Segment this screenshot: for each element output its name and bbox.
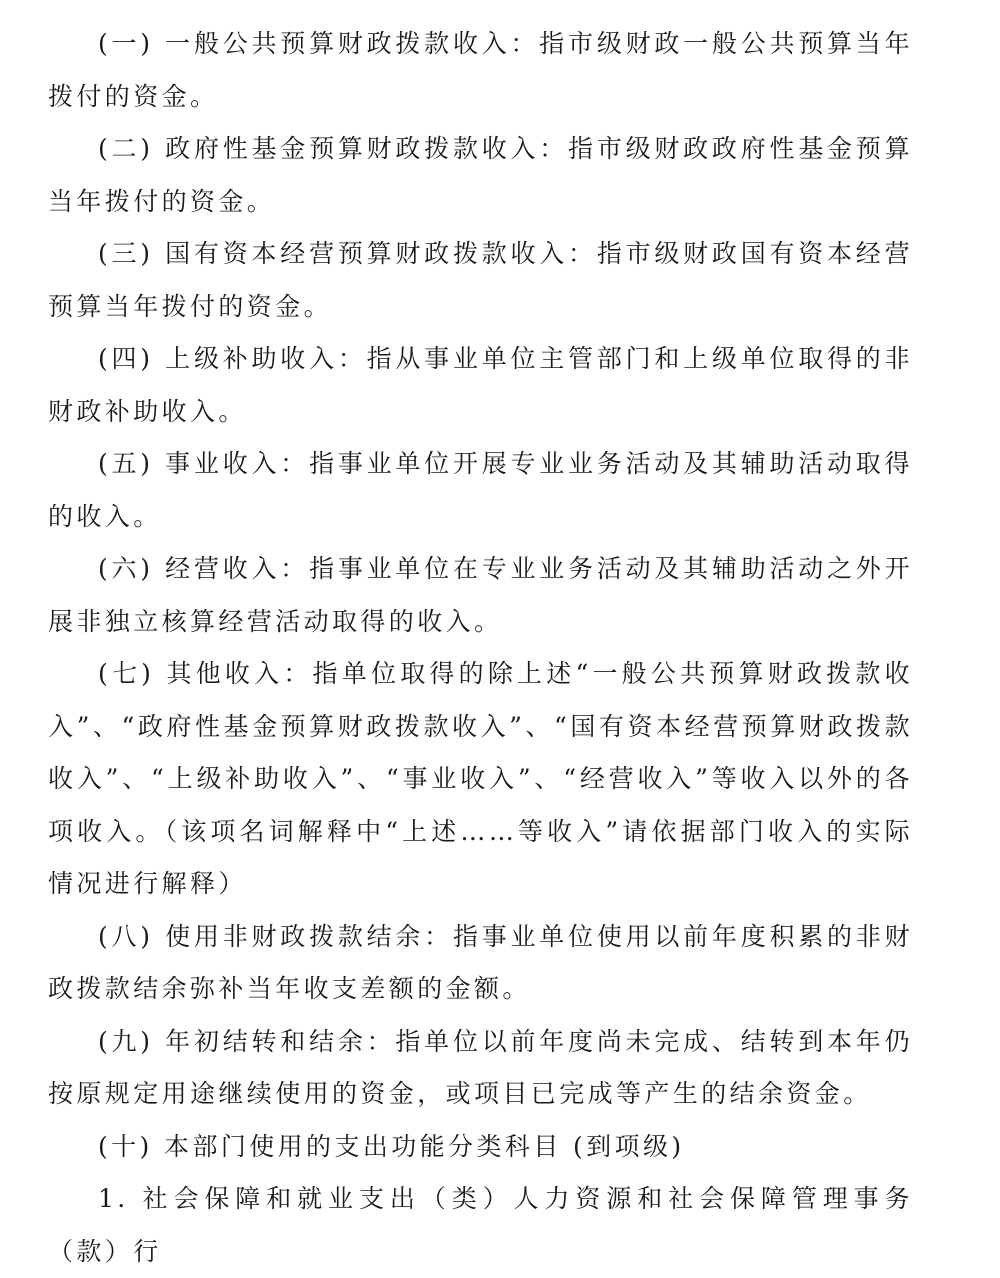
paragraph-government-fund-income: (二) 政府性基金预算财政拨款收入：指市级财政政府性基金预算当年拨付的资金。 [48,134,913,216]
paragraph-business-income: (五) 事业收入：指事业单位开展专业业务活动及其辅助活动取得的收入。 [48,449,913,531]
paragraph-operating-income: (六) 经营收入：指事业单位在专业业务活动及其辅助活动之外开展非独立核算经营活动取得的收入。 [48,554,913,636]
paragraph-state-capital-income: (三) 国有资本经营预算财政拨款收入：指市级财政国有资本经营预算当年拨付的资金。 [48,239,913,321]
paragraph-other-income: (七) 其他收入：指单位取得的除上述“一般公共预算财政拨款收入”、“政府性基金预算财政拨款收入”、“国有资本经营预算财政拨款收入”、“上级补助收入”、“事业收入”、“经营收入”等收入以外的各项收入。（该项名词解释中“上述……等收入”请依据部门收入的实际情况进行解释） [48,659,913,898]
paragraph-superior-subsidy-income: (四) 上级补助收入：指从事业单位主管部门和上级单位取得的非财政补助收入。 [48,344,913,426]
document-body [48,18,913,1278]
paragraph-social-security-item: 1. 社会保障和就业支出（类）人力资源和社会保障管理事务（款）行 [48,1184,913,1266]
paragraph-non-fiscal-balance: (八) 使用非财政拨款结余：指事业单位使用以前年度积累的非财政拨款结余弥补当年收支差额的金额。 [48,921,913,1003]
paragraph-general-budget-income: (一) 一般公共预算财政拨款收入：指市级财政一般公共预算当年拨付的资金。 [48,29,913,111]
paragraph-carryover-balance: (九) 年初结转和结余：指单位以前年度尚未完成、结转到本年仍按原规定用途继续使用的资金，或项目已完成等产生的结余资金。 [48,1026,913,1108]
paragraph-expenditure-classification: (十) 本部门使用的支出功能分类科目 (到项级) [98,1131,685,1161]
